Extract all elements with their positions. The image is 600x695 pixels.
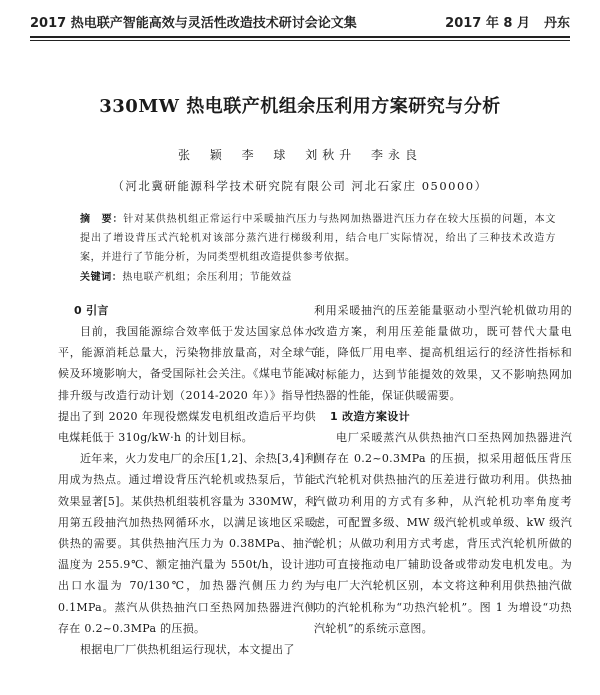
abstract-text: 针对某供热机组正常运行中采暖抽汽压力与热网加热器进汽压力存在较大压损的问题，本文提出了增设背压式汽轮机对该部分蒸汽进行梯级利用，结合电厂实际情况，给出了三种技术改造方案，并进行了节能分析，为同类型机组改造提供参考依据。 (80, 214, 556, 263)
running-header (30, 10, 570, 32)
intro-paragraph-3-continued: 利用采暖抽汽的压差能量驱动小型汽轮机做功用的改造方案，利用压差能量做功，既可替代大量电能，降低厂用电率、提高机组运行的经济性指标和对标能力，达到节能提效的效果，又不影响热网加热器的性能，保证供暖需要。 (314, 304, 572, 402)
section-heading-design: 1 改造方案设计 (330, 410, 410, 424)
journal-title: 2017 热电联产智能高效与灵活性改造技术研讨会论文集 (30, 15, 357, 31)
keywords (80, 268, 556, 283)
right-column (314, 300, 572, 639)
conference-place: 丹东 (543, 15, 570, 31)
header-right (445, 12, 570, 31)
issue-date: 2017 年 8 月 (445, 15, 530, 31)
affiliation: （河北冀研能源科学技术研究院有限公司 河北石家庄 050000） (112, 179, 488, 193)
design-paragraph-1: 电厂采暖蒸汽从供热抽汽口至热网加热器进汽侧存在 0.2~0.3MPa 的压损，拟采用超低压背压式汽轮机对供热抽汽的压差进行做功利用。供热抽汽做功利用的方式有多种，从汽轮机功率角度考虑，可配置多级、MW 级汽轮机或单级、kW 级汽轮机；从做功利用方式考虑，背压式汽轮机所做的功可直接拖动电厂辅助设备或带动发电机发电。为与电厂大汽轮机区别，本文将这种利用供热抽汽做功的汽轮机称为“功热汽轮机”。图 1 为增设“功热汽轮机”的系统示意图。 (314, 431, 572, 635)
keywords-label: 关键词： (80, 272, 123, 283)
left-column (58, 300, 316, 660)
abstract-label: 摘 要： (80, 214, 124, 225)
section-heading-intro: 0 引言 (74, 304, 109, 317)
intro-paragraph-2: 近年来，火力发电厂的余压[1,2]、余热[3,4]利用成为热点。通过增设背压汽轮机或热泵后，节能效果显著[5]。某供热机组装机容量为 330MW，利用第五段抽汽加热热网循环水，以满足该地区采暖供热的需要。其供热抽汽压力为 0.38MPa、抽汽温度为 255.9℃、额定抽汽量为 550t/h，设计进出口水温为 70/130℃，加热器汽侧压力约为 0.1MPa。蒸汽从供热抽汽口至热网加热器进汽侧存在 0.2~0.3MPa 的压损。 (58, 452, 316, 635)
keywords-text: 热电联产机组；余压利用；节能效益 (122, 272, 293, 283)
intro-paragraph-3: 根据电厂厂供热机组运行现状，本文提出了 (80, 643, 295, 657)
header-rule-thin (30, 40, 570, 41)
header-rule-thick (30, 36, 570, 38)
intro-paragraph-1: 目前，我国能源综合效率低于发达国家总体水平，能源消耗总量大，污染物排放量高，对全球气候及环境影响大，备受国际社会关注。《煤电节能减排升级与改造行动计划（2014-2020 年）》指导性提出了到 2020 年现役燃煤发电机组改造后平均供电煤耗低于 310g/kW·h 的计划目标。 (58, 325, 316, 445)
paper-title: 330MW 热电联产机组余压利用方案研究与分析 (99, 96, 501, 117)
author-list: 张 颖 李 球 刘秋升 李永良 (177, 148, 423, 162)
abstract (80, 210, 556, 267)
